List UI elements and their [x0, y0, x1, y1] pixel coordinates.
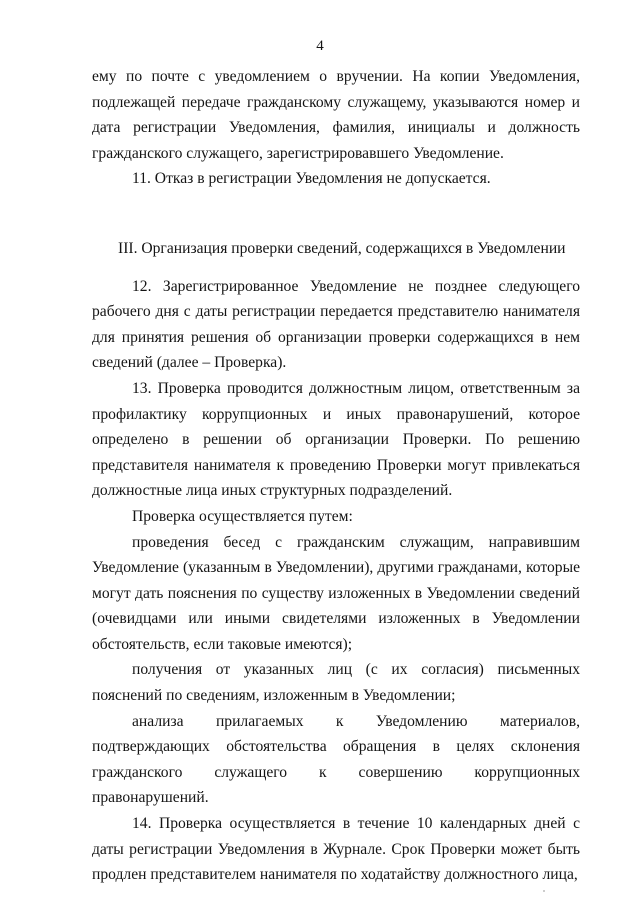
page-number: 4 — [316, 38, 324, 54]
paragraph-13: 13. Проверка проводится должностным лицом, ответственным за профилактику коррупционных и иных правонарушений, которое определено в решении об организации Проверки. По решению представителя нанимателя к проведению Проверки могут привлекаться должностные лица иных структурных подразделений. — [92, 379, 580, 500]
paragraph-continuation: ему по почте с уведомлением о вручении. На копии Уведомления, подлежащей передаче гражданскому служащему, указываются номер и дата регистрации Уведомления, фамилия, инициалы и должность гражданского служащего, зарегистрировавшего Уведомление. — [92, 68, 580, 162]
paragraph-method-explanations: получения от указанных лиц (с их согласия) письменных пояснений по сведениям, изложенным в Уведомлении; — [92, 661, 580, 705]
section-heading: III. Организация проверки сведений, содержащихся в Уведомлении — [118, 239, 566, 257]
paragraph-method-interviews: проведения бесед с гражданским служащим, направившим Уведомление (указанным в Уведомлении), другими гражданами, которые могут дать пояснения по существу изложенных в Уведомлении сведений (очевидцами или иными свидетелями изложенных в Уведомлении обстоятельств, если таковые имеются); — [92, 533, 580, 653]
paragraph-method-analysis: анализа прилагаемых к Уведомлению материалов, подтверждающих обстоятельства обращения в целях склонения гражданского служащего к совершению коррупционных правонарушений. — [92, 712, 580, 807]
paragraph-14: 14. Проверка осуществляется в течение 10 календарных дней с даты регистрации Уведомления в Журнале. Срок Проверки может быть продлен представителем нанимателя по ходатайству должностного лица, — [92, 815, 580, 884]
paragraph-check-methods-intro: Проверка осуществляется путем: — [132, 507, 353, 525]
document-body — [92, 64, 580, 888]
paragraph-12: 12. Зарегистрированное Уведомление не позднее следующего рабочего дня с даты регистрации передается представителю нанимателя для принятия решения об организации проверки содержащихся в нем сведений (далее – Проверка). — [92, 277, 580, 372]
paragraph-11: 11. Отказ в регистрации Уведомления не допускается. — [132, 170, 491, 188]
scan-speck — [543, 890, 545, 892]
